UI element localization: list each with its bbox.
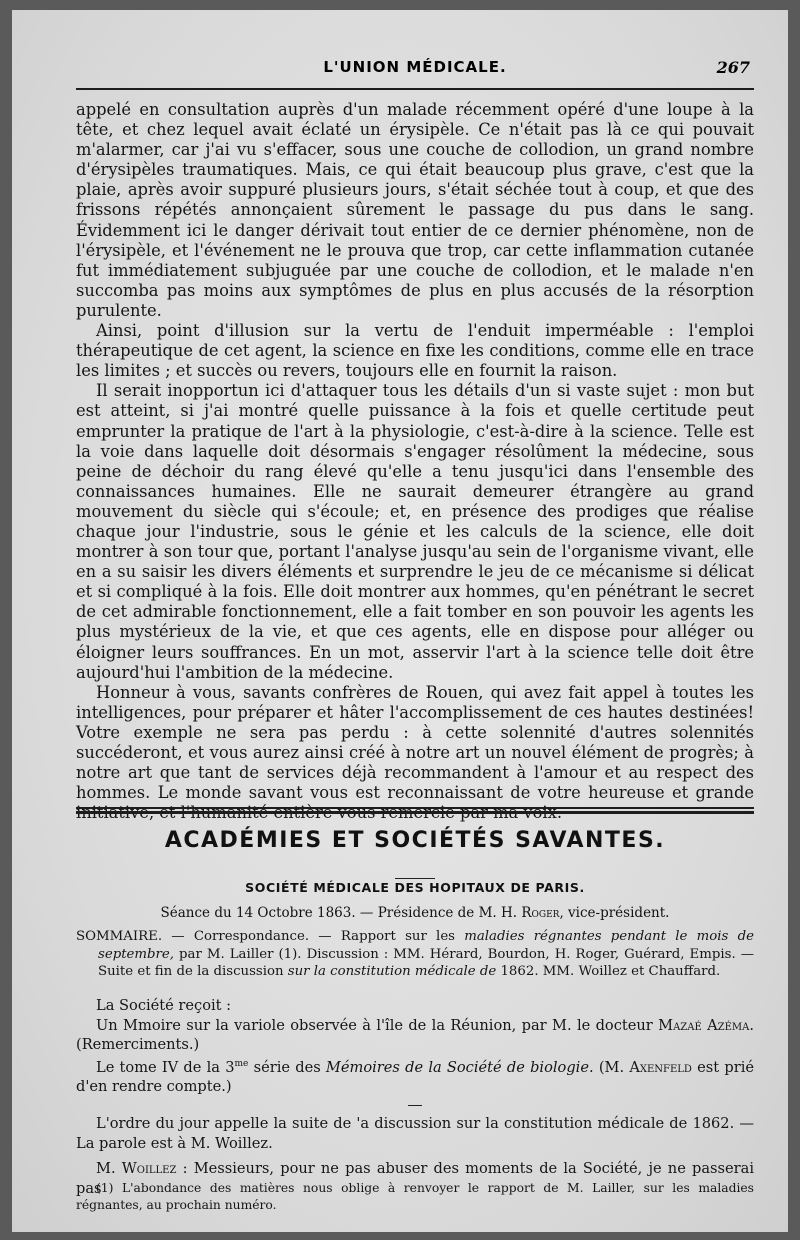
summary-label: SOMMAIRE. <box>76 929 163 944</box>
society-name: SOCIÉTÉ MÉDICALE DES HOPITAUX DE PARIS. <box>245 880 585 895</box>
session-line: Séance du 14 Octobre 1863. — Présidence de M. H. Roger, vice-président. <box>160 905 670 921</box>
order-of-day: L'ordre du jour appelle la suite de 'a discussion sur la constitution médicale de 1862. — La parole est à M. Woillez. <box>76 1115 754 1152</box>
section-divider-bottom <box>76 811 754 814</box>
paragraph: Il serait inopportun ici d'attaquer tous les détails d'un si vaste sujet : mon but est atteint, si j'ai montré quelle puissance à la fois et quelle certitude peut emprunter la pratique de l'art à la physiologie, c'est-à-dire à la science. Telle est la voie dans laquelle doit désormais s'engager résolûment la médecine, sous peine de déchoir du rang élevé qu'elle a tenu jusqu'ici dans l'ensemble des connaissances humaines. Elle ne saurait demeurer étrangère au grand mouvement du siècle qui s'écoule; et, en présence des prodiges que réalise chaque jour l'industrie, sous le génie et les calculs de la science, elle doit montrer à son tour que, portant l'analyse jusqu'au sein de l'organisme vivant, elle en a su saisir les divers éléments et surprendre le jeu de ce mécanisme si délicat et si compliqué à la fois. Elle doit montrer aux hommes, qu'en pénétrant le secret de cet admirable fonctionnement, elle a fait tomber en son pouvoir les agents les plus mystérieux de la vie, et que ces agents, elle en dispose pour alléger ou éloigner leurs souffrances. En un mot, asservir l'art à la science telle doit être aujourd'hui l'ambition de la médecine. <box>76 381 754 682</box>
main-article-text <box>76 100 754 823</box>
speaker-paragraph: M. Woillez : Messieurs, pour ne pas abuser des moments de la Société, je ne passerai pas <box>76 1160 754 1197</box>
paragraph: appelé en consultation auprès d'un malade récemment opéré d'une loupe à la tête, et chez lequel avait éclaté un érysipèle. Ce n'était pas là ce qui pouvait m'alarmer, car j'ai vu s'effacer, sous une couche de collodion, un grand nombre d'érysipèles traumatiques. Mais, ce qui était beaucoup plus grave, c'est que la plaie, après avoir suppuré plusieurs jours, s'était séchée tout à coup, et que des frissons répétés annonçaient sûrement le passage du pus dans le sang. Évidemment ici le danger dérivait tout entier de ce dernier phénomène, non de l'érysipèle, et l'événement ne le prouva que trop, car cette inflammation cutanée fut immédiatement subjuguée par une couche de collodion, et le malade n'en succomba pas moins aux symptômes de plus en plus accusés de la résorption purulente. <box>76 100 754 320</box>
correspondence-item: Un Mmoire sur la variole observée à l'île de la Réunion, par M. le docteur Mazaé Azéma. (Remerciments.) <box>76 1016 754 1054</box>
president-name: Roger <box>521 905 560 921</box>
section-title: ACADÉMIES ET SOCIÉTÉS SAVANTES. <box>164 828 666 853</box>
document-page <box>12 10 788 1232</box>
speaker-name: M. Woillez <box>96 1160 177 1178</box>
correspondence-item: Le tome IV de la $3^{me}$ série des Mémoires de la Société de biologie. (M. Axenfeld est prié d'en rendre compte.) <box>76 1058 755 1096</box>
summary-block: SOMMAIRE. — Correspondance. — Rapport sur les maladies régnantes pendant le mois de septembre, par M. Lailler (1). Discussion : MM. Hérard, Bourdon, H. Roger, Guérard, Empis. — Suite et fin de la discussion sur la constitution médicale de 1862. MM. Woillez et Chauffard. <box>76 929 754 979</box>
header-rule <box>76 88 754 90</box>
running-header <box>76 58 754 82</box>
paragraph: Ainsi, point d'illusion sur la vertu de l'enduit imperméable : l'emploi thérapeutique de cet agent, la science en fixe les conditions, comme elle en trace les limites ; et succès ou revers, toujours elle en fournit la raison. <box>76 321 754 381</box>
short-divider <box>408 1105 422 1106</box>
page-number: 267 <box>716 58 750 77</box>
journal-title: L'UNION MÉDICALE. <box>323 58 507 76</box>
paragraph: Honneur à vous, savants confrères de Rouen, qui avez fait appel à toutes les intelligences, pour préparer et hâter l'accomplissement de ces hautes destinées! Votre exemple ne sera pas perdu : à cette solennité d'autres solennités succéderont, et vous aurez ainsi créé à notre art un nouvel élément de progrès; à notre art que tant de services déjà recommandent à l'amour et au respect des hommes. Le monde savant vous est reconnaissant de votre heureuse et grande <box>76 682 754 803</box>
section-divider-top <box>76 807 754 809</box>
receives-line: La Société reçoit : <box>96 997 232 1014</box>
footnote: (1) L'abondance des matières nous oblige à renvoyer le rapport de M. Lailler, sur les maladies régnantes, au prochain numéro. <box>76 1181 754 1212</box>
proceedings-text <box>76 996 754 1198</box>
